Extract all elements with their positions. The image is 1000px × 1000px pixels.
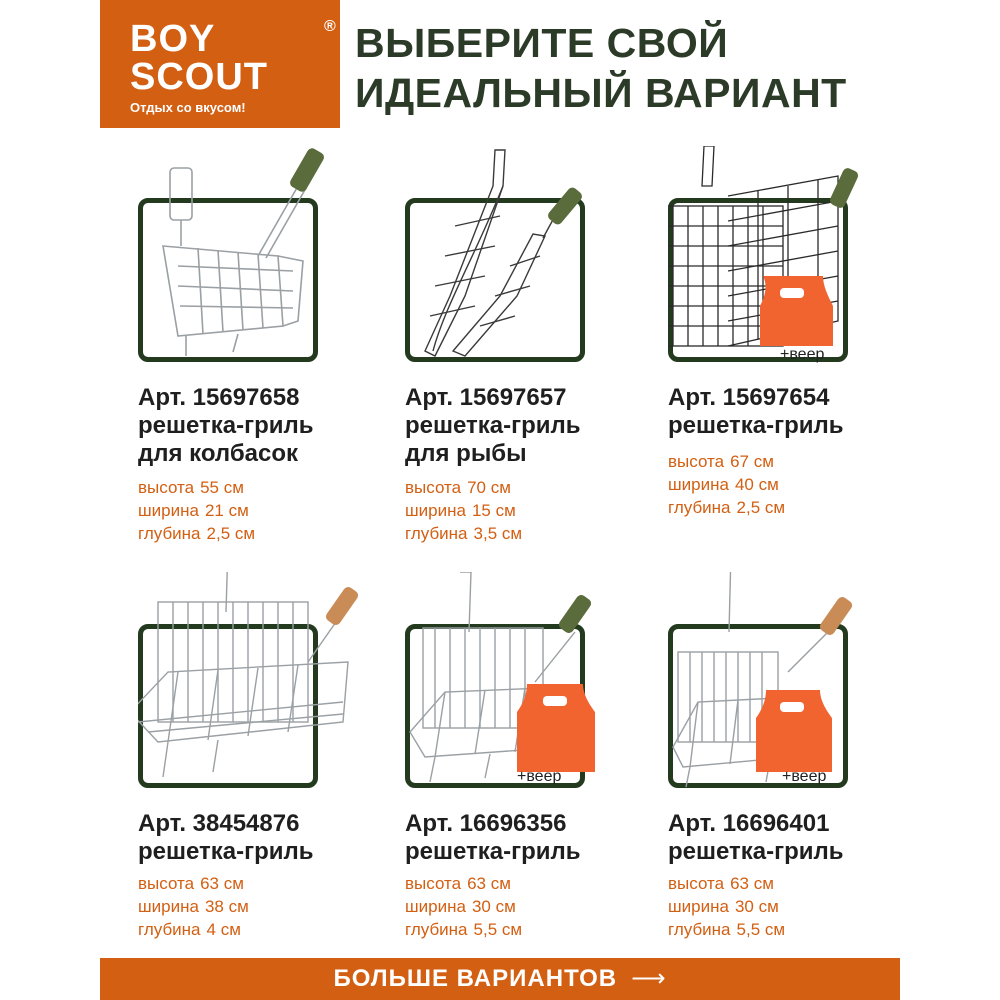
product-article: Арт. 15697658 — [138, 384, 300, 411]
product-article: Арт. 16696401 — [668, 810, 830, 837]
headline-line1: ВЫБЕРИТЕ СВОЙ — [355, 20, 729, 66]
spec-height: высота 55 см — [138, 478, 244, 497]
fan-included-label: +веер — [517, 768, 562, 785]
spec-depth: глубина 5,5 см — [405, 920, 523, 939]
brand-line1: BOY — [130, 18, 216, 60]
brand-logo — [100, 0, 340, 128]
spec-depth: глубина 2,5 см — [668, 498, 786, 517]
brand-line2: SCOUT — [130, 56, 268, 98]
product-title — [138, 384, 314, 468]
product-article: Арт. 38454876 — [138, 810, 300, 837]
spec-width: ширина 38 см — [138, 897, 249, 916]
product-article: Арт. 15697654 — [668, 384, 830, 411]
product-card[interactable] — [138, 146, 408, 546]
product-name: решетка-гриль — [405, 838, 581, 865]
spec-height: высота 63 см — [405, 874, 511, 893]
product-name: решетка-гриль — [668, 838, 844, 865]
product-specs — [405, 872, 522, 941]
spec-depth: глубина 3,5 см — [405, 524, 523, 543]
headline-line2: ИДЕАЛЬНЫЙ ВАРИАНТ — [355, 70, 847, 116]
more-options-button[interactable] — [100, 958, 900, 1000]
product-name-extra: для рыбы — [405, 440, 527, 467]
product-specs — [668, 450, 785, 519]
product-specs — [405, 476, 522, 545]
product-title — [668, 384, 844, 440]
product-card[interactable] — [668, 146, 938, 546]
product-card[interactable] — [138, 572, 408, 972]
arrow-right-icon: ⟶ — [631, 965, 667, 992]
product-name: решетка-гриль — [138, 838, 314, 865]
page-headline — [355, 18, 847, 118]
registered-mark: ® — [324, 18, 336, 35]
sausage-grill-illustration — [138, 146, 378, 376]
product-specs — [138, 872, 249, 941]
fish-grill-illustration — [405, 146, 645, 376]
product-specs — [138, 476, 255, 545]
spec-width: ширина 40 см — [668, 475, 779, 494]
product-title — [138, 810, 314, 866]
product-title — [405, 810, 581, 866]
spec-height: высота 67 см — [668, 452, 774, 471]
fan-included-label: +веер — [782, 768, 827, 785]
large-grill-illustration — [138, 572, 378, 802]
product-card[interactable] — [668, 572, 938, 972]
product-name: решетка-гриль — [138, 412, 314, 439]
spec-height: высота 63 см — [668, 874, 774, 893]
more-options-label: БОЛЬШЕ ВАРИАНТОВ — [333, 965, 618, 992]
dark-grill-illustration — [668, 146, 908, 376]
product-card[interactable] — [405, 572, 675, 972]
product-article: Арт. 15697657 — [405, 384, 567, 411]
product-specs — [668, 872, 785, 941]
product-article: Арт. 16696356 — [405, 810, 567, 837]
spec-height: высота 63 см — [138, 874, 244, 893]
product-name: решетка-гриль — [668, 412, 844, 439]
spec-height: высота 70 см — [405, 478, 511, 497]
spec-width: ширина 15 см — [405, 501, 516, 520]
product-name-extra: для колбасок — [138, 440, 299, 467]
spec-width: ширина 21 см — [138, 501, 249, 520]
spec-width: ширина 30 см — [405, 897, 516, 916]
product-name: решетка-гриль — [405, 412, 581, 439]
spec-depth: глубина 2,5 см — [138, 524, 256, 543]
spec-width: ширина 30 см — [668, 897, 779, 916]
brand-slogan: Отдых со вкусом! — [130, 100, 246, 115]
fan-included-label: +веер — [780, 346, 825, 363]
product-title — [405, 384, 581, 468]
product-card[interactable] — [405, 146, 675, 546]
spec-depth: глубина 4 см — [138, 920, 241, 939]
spec-depth: глубина 5,5 см — [668, 920, 786, 939]
product-title — [668, 810, 844, 866]
